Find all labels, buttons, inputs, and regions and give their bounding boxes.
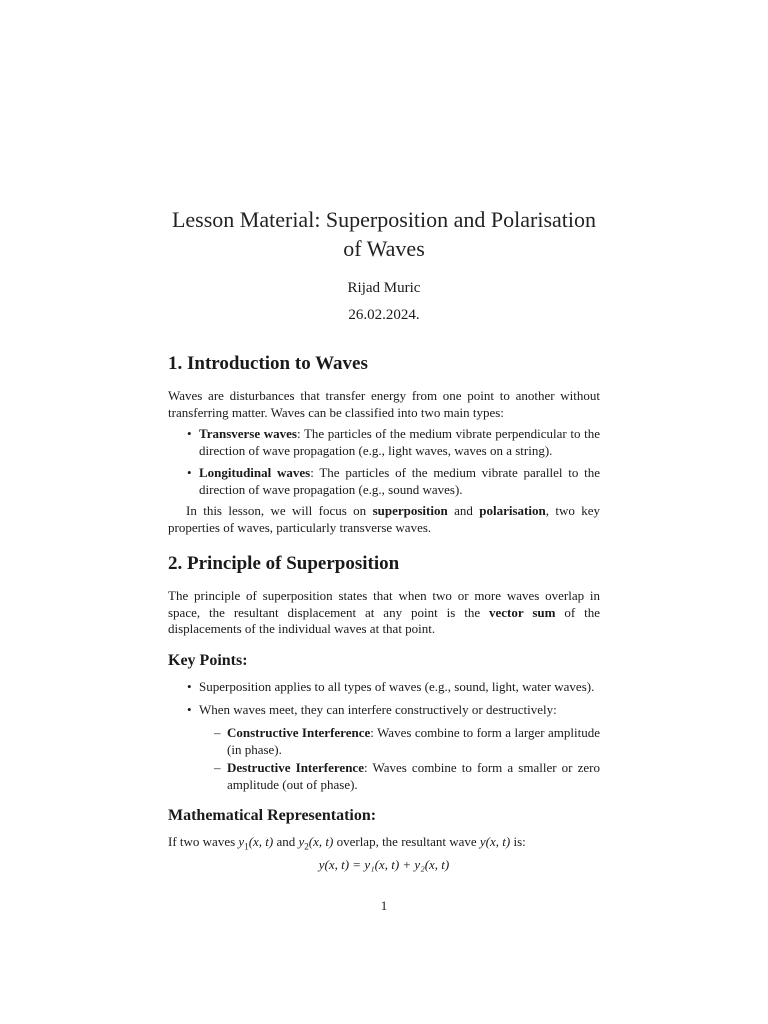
section-2-paragraph xyxy=(168,588,600,638)
math-text: and xyxy=(273,834,299,849)
title-line-2: of Waves xyxy=(343,236,425,261)
term-destructive: Destructive Interference xyxy=(227,760,364,775)
title-line-1: Lesson Material: Superposition and Polarisation xyxy=(171,207,597,232)
superposition-equation: y(x, t) = y₁(x, t) + y₂(x, t) xyxy=(318,857,450,872)
focus-text: In this lesson, we will focus on xyxy=(186,503,373,518)
section-1-intro: Waves are disturbances that transfer energy from one point to another without transferring matter. Waves can be classified into two main types: xyxy=(168,388,600,420)
focus-text: and xyxy=(447,503,480,518)
dash-marker: – xyxy=(214,760,221,775)
p1-text: of the displacements of the individual waves at that point. xyxy=(168,604,600,636)
math-subscript: 1 xyxy=(244,841,249,852)
math-symbol: y xyxy=(238,834,245,849)
document-title xyxy=(168,205,600,263)
term-constructive: Constructive Interference xyxy=(227,725,371,740)
section-1-focus xyxy=(168,503,600,536)
math-paragraph xyxy=(168,834,600,855)
math-y2 xyxy=(298,834,334,852)
text-longitudinal: : The particles of the medium vibrate parallel to the direction of wave propagation (e.g., sound waves). xyxy=(199,465,600,497)
math-text: overlap, the resultant wave xyxy=(333,834,480,849)
key-point-1: Superposition applies to all types of waves (e.g., sound, light, water waves). xyxy=(199,679,595,694)
text-constructive: : Waves combine to form a larger amplitude (in phase). xyxy=(227,725,600,757)
dash-marker: – xyxy=(214,725,221,740)
key-points-heading: Key Points: xyxy=(168,652,248,669)
term-transverse: Transverse waves xyxy=(199,426,297,441)
sub-item-constructive xyxy=(227,725,600,758)
section-2-heading: 2. Principle of Superposition xyxy=(168,553,400,574)
math-symbol: y xyxy=(298,834,305,849)
text-transverse: : The particles of the medium vibrate perpendicular to the direction of wave propagation (e.g., light waves, waves on a string). xyxy=(199,426,600,458)
date: 26.02.2024. xyxy=(348,307,420,323)
math-subscript: 2 xyxy=(304,841,309,852)
math-text: is: xyxy=(510,834,526,849)
focus-superposition: superposition xyxy=(372,503,448,518)
math-y1 xyxy=(238,834,274,852)
bullet-marker: • xyxy=(187,702,192,717)
math-y: y(x, t) xyxy=(479,834,511,849)
text-destructive: : Waves combine to form a smaller or zero amplitude (out of phase). xyxy=(227,760,600,792)
focus-polarisation: polarisation xyxy=(479,503,546,518)
page-number: 1 xyxy=(380,898,388,913)
math-text: If two waves xyxy=(168,834,239,849)
sub-item-destructive xyxy=(227,760,600,793)
list-item-longitudinal xyxy=(199,465,600,498)
math-args: (x, t) xyxy=(308,834,334,849)
section-1-heading: 1. Introduction to Waves xyxy=(168,353,368,374)
author: Rijad Muric xyxy=(347,280,421,296)
math-args: (x, t) xyxy=(248,834,274,849)
vector-sum: vector sum xyxy=(489,604,556,620)
focus-text: , two key properties of waves, particularly transverse waves. xyxy=(168,503,600,535)
bullet-marker: • xyxy=(187,679,192,694)
bullet-marker: • xyxy=(187,465,192,480)
math-heading: Mathematical Representation: xyxy=(168,807,377,824)
list-item-transverse xyxy=(199,426,600,459)
bullet-marker: • xyxy=(187,426,192,441)
p1-text: The principle of superposition states that when two or more waves overlap in space, the resultant displacement at any point is the xyxy=(168,588,600,620)
term-longitudinal: Longitudinal waves xyxy=(199,465,311,480)
key-point-2: When waves meet, they can interfere constructively or destructively: xyxy=(199,702,557,717)
